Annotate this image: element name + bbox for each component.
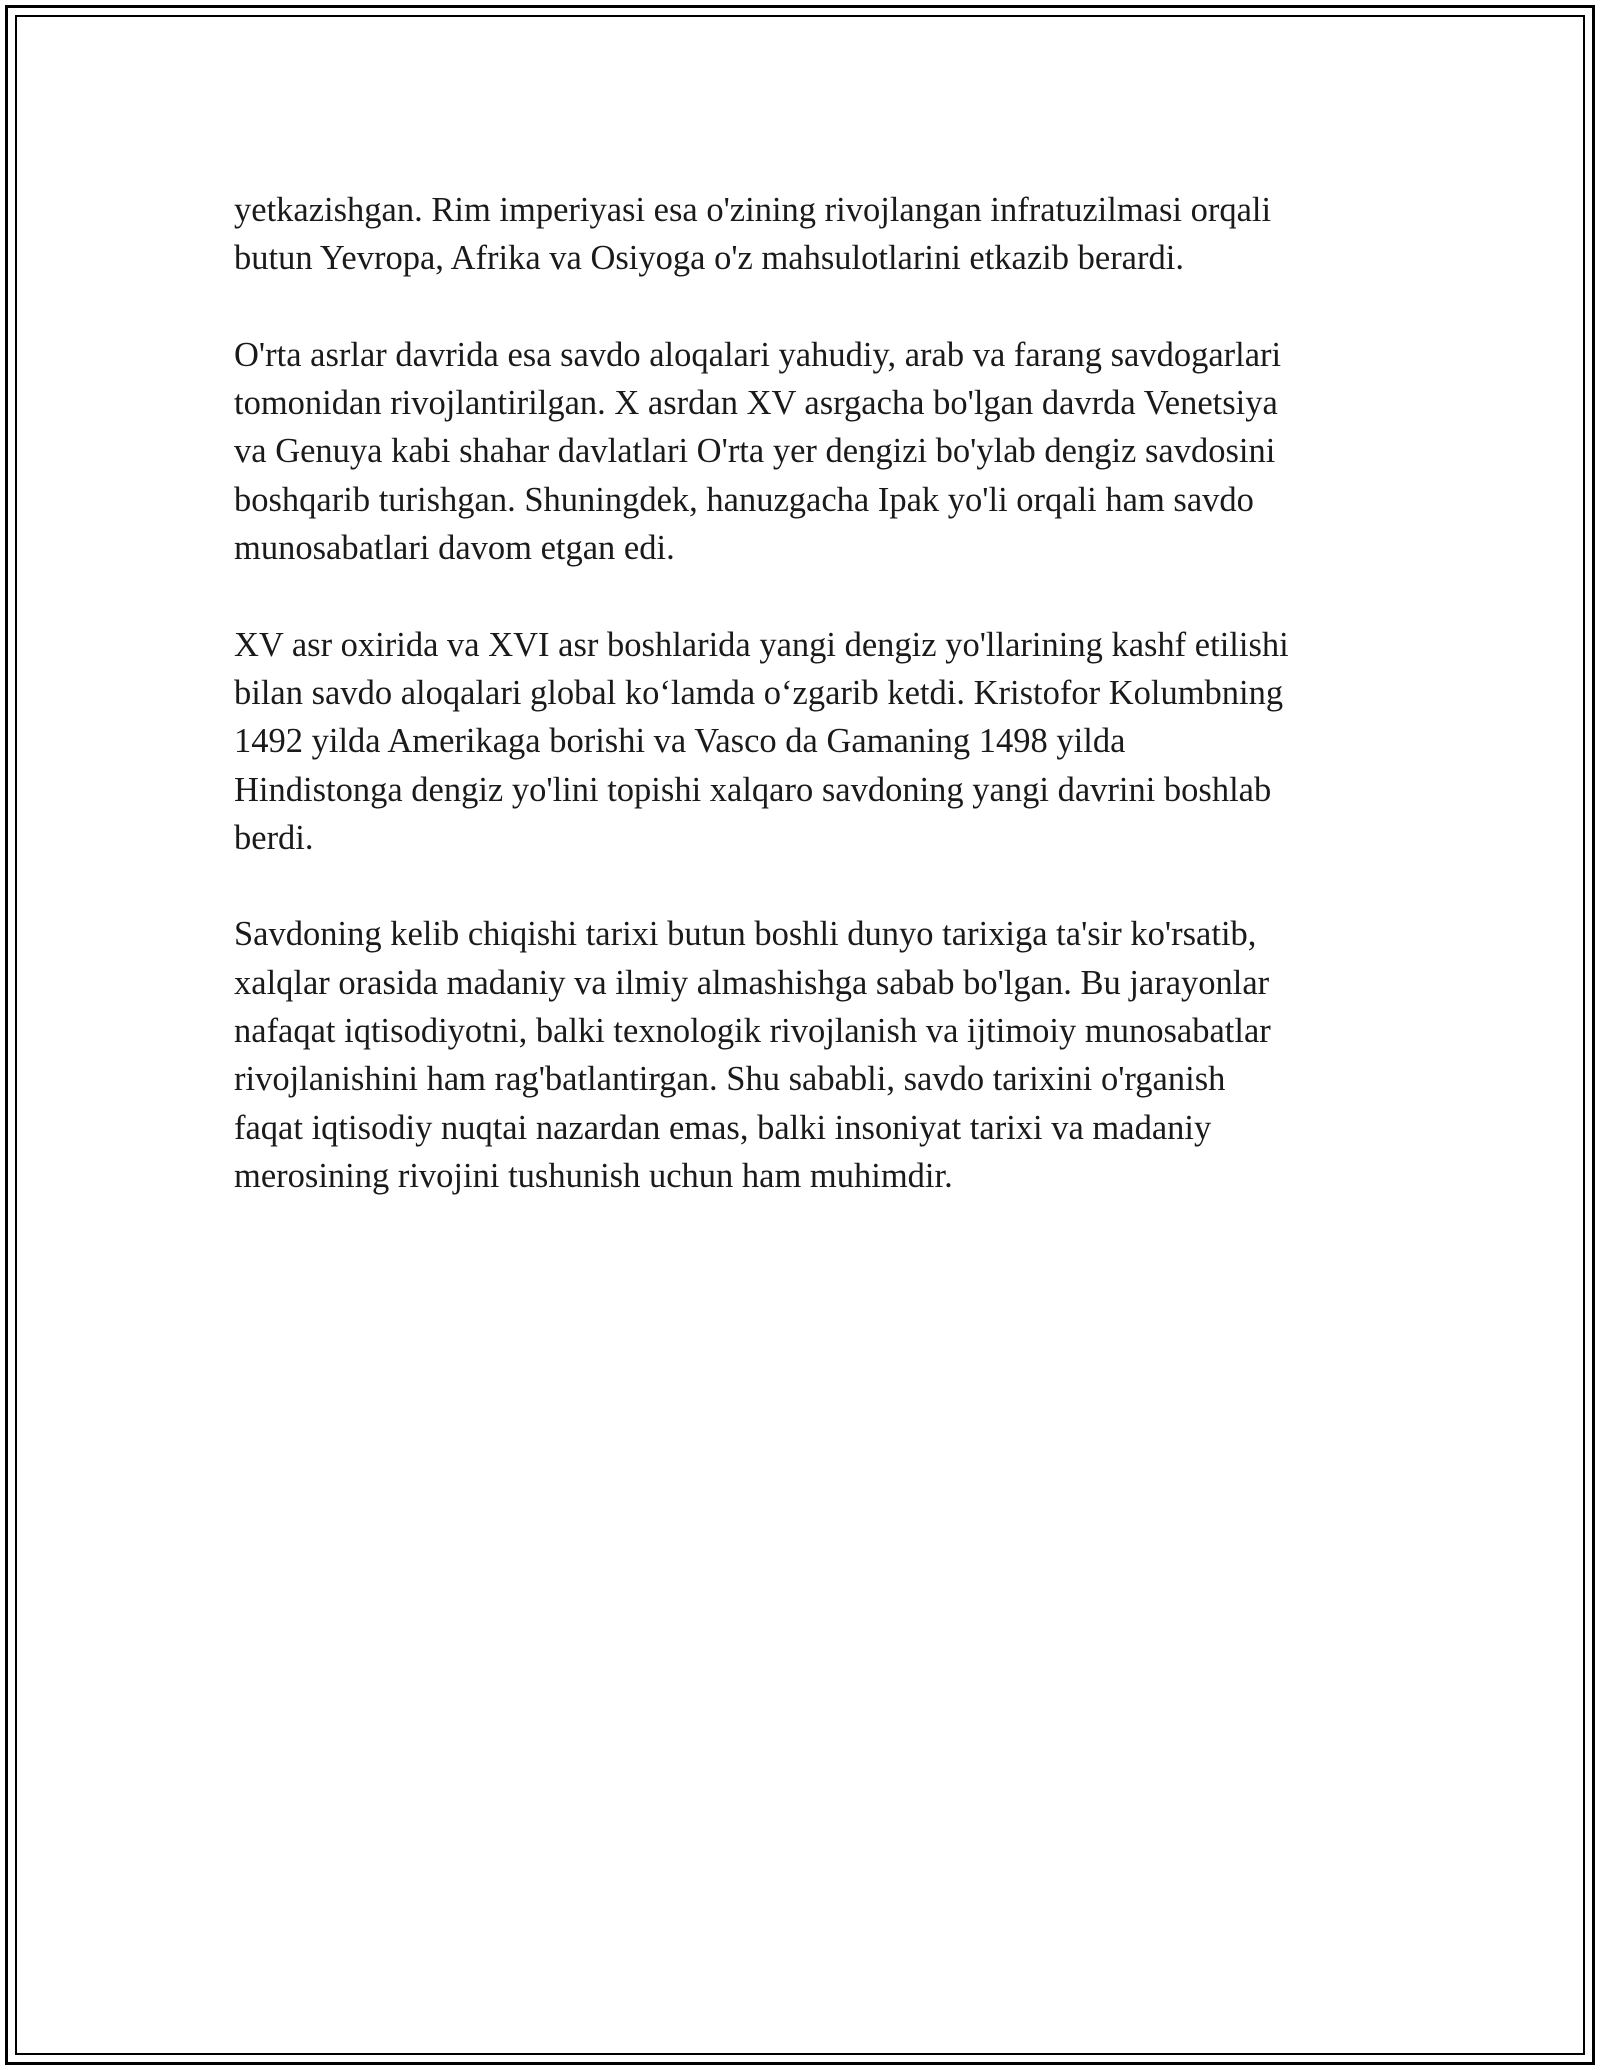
text-line: boshqarib turishgan. Shuningdek, hanuzgacha Ipak yo'li orqali ham savdo xyxy=(234,480,1254,519)
paragraph-4 xyxy=(234,910,1384,1200)
text-line: va Genuya kabi shahar davlatlari O'rta yer dengizi bo'ylab dengiz savdosini xyxy=(234,432,1276,471)
paragraph-1 xyxy=(234,186,1384,283)
text-line: bilan savdo aloqalari global koʻlamda oʻzgarib ketdi. Kristofor Kolumbning xyxy=(234,673,1284,712)
text-line: xalqlar orasida madaniy va ilmiy almashishga sabab bo'lgan. Bu jarayonlar xyxy=(234,963,1270,1002)
text-line: XV asr oxirida va XVI asr boshlarida yangi dengiz yo'llarining kashf etilishi xyxy=(234,625,1289,664)
text-line: tomonidan rivojlantirilgan. X asrdan XV asrgacha bo'lgan davrda Venetsiya xyxy=(234,384,1278,423)
text-line: munosabatlari davom etgan edi. xyxy=(234,529,675,568)
text-line: berdi. xyxy=(234,818,314,857)
text-line: yetkazishgan. Rim imperiyasi esa o'zining rivojlangan infratuzilmasi orqali xyxy=(234,191,1272,229)
text-line: nafaqat iqtisodiyotni, balki texnologik rivojlanish va ijtimoiy munosabatlar xyxy=(234,1012,1271,1051)
text-line: butun Yevropa, Afrika va Osiyoga o'z mahsulotlarini etkazib berardi. xyxy=(234,239,1184,278)
text-line: O'rta asrlar davrida esa savdo aloqalari yahudiy, arab va farang savdogarlari xyxy=(234,335,1282,374)
text-line: faqat iqtisodiy nuqtai nazardan emas, balki insoniyat tarixi va madaniy xyxy=(234,1108,1212,1147)
text-line: Hindistonga dengiz yo'lini topishi xalqaro savdoning yangi davrini boshlab xyxy=(234,770,1272,809)
text-line: Savdoning kelib chiqishi tarixi butun boshli dunyo tarixiga ta'sir ko'rsatib, xyxy=(234,915,1257,954)
paragraph-3 xyxy=(234,621,1384,862)
paragraph-2 xyxy=(234,331,1384,572)
document-body xyxy=(234,186,1384,1249)
text-line: 1492 yilda Amerikaga borishi va Vasco da Gamaning 1498 yilda xyxy=(234,722,1126,761)
text-line: merosining rivojini tushunish uchun ham muhimdir. xyxy=(234,1156,953,1195)
text-line: rivojlanishini ham rag'batlantirgan. Shu sababli, savdo tarixini o'rganish xyxy=(234,1060,1226,1099)
